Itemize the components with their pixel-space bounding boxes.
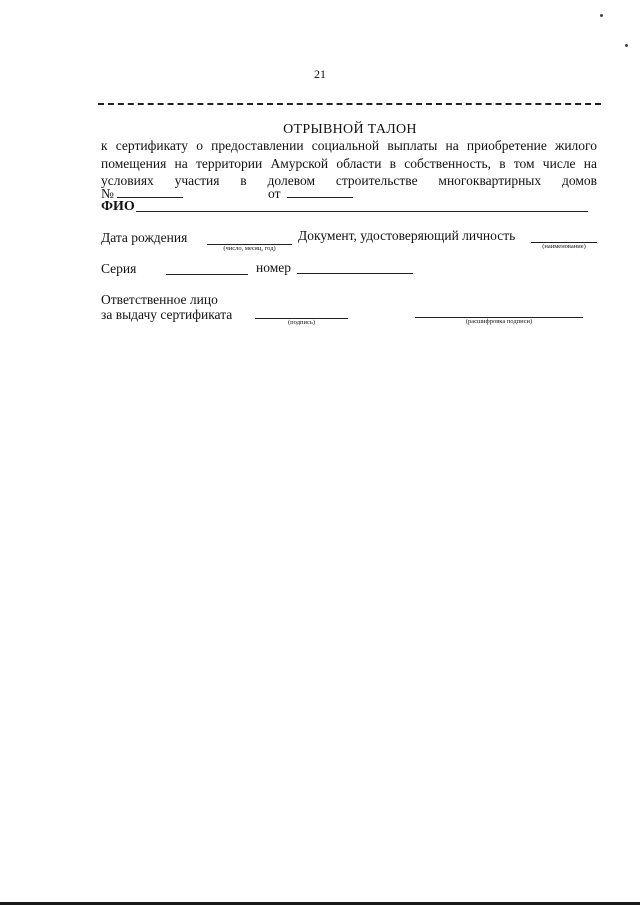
cut-line [98,103,601,105]
certificate-number-field[interactable] [117,197,183,198]
scan-speck [625,44,628,47]
responsible-label-line2: за выдачу сертификата [101,307,233,322]
series-field[interactable] [166,274,248,275]
signature-hint: (подпись) [288,319,315,326]
intro-text [101,137,597,190]
certificate-date-field[interactable] [287,197,353,198]
responsible-label-line1: Ответственное лицо [101,292,218,307]
from-label: от [268,186,281,201]
fio-label: ФИО [101,199,135,214]
birth-date-hint: (число, месяц, год) [223,245,276,252]
signature-decode-hint: (расшифровка подписи) [465,318,533,325]
intro-line: условиях участия в долевом строительстве многоквартирных домов [101,173,597,188]
number-field[interactable] [297,273,413,274]
number-label: номер [256,260,292,275]
birth-date-label: Дата рождения [101,230,188,245]
number-sign: № [101,186,114,201]
series-label: Серия [101,261,137,276]
intro-line: помещения на территории Амурской области в собственность, в том числе на [101,155,597,171]
scan-speck [600,14,603,17]
certificate-number-row [101,186,353,202]
intro-line: к сертификату о предоставлении социальной выплаты на приобретение жилого [101,138,597,153]
page-number: 21 [314,67,326,81]
id-document-hint: (наименование) [542,243,586,250]
id-document-label: Документ, удостоверяющий личность [298,228,516,243]
fio-field[interactable] [136,211,588,212]
coupon-title: ОТРЫВНОЙ ТАЛОН [283,122,417,137]
